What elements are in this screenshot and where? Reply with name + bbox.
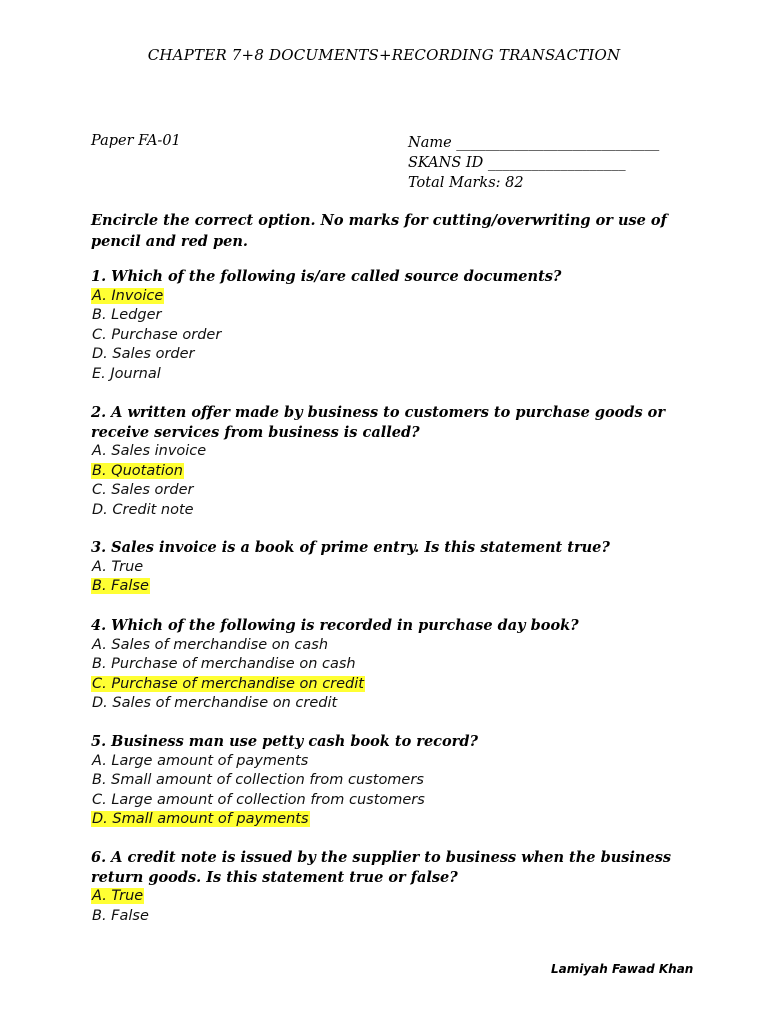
option-label: B. Quotation: [92, 462, 183, 479]
option-label: A. Sales of merchandise on cash: [92, 636, 329, 653]
option-label: A. Large amount of payments: [92, 752, 309, 769]
question-2: [91, 403, 701, 520]
option: [91, 306, 701, 326]
paper-code: Paper FA-01: [91, 133, 181, 149]
option: [91, 636, 701, 656]
option: [91, 442, 701, 462]
question-text: 1. Which of the following is/are called source documents?: [91, 268, 562, 285]
option: [91, 752, 701, 772]
question-text: 4. Which of the following is recorded in purchase day book?: [91, 617, 579, 634]
option: [91, 810, 701, 830]
question-text: 5. Business man use petty cash book to record?: [91, 733, 478, 750]
page-title: CHAPTER 7+8 DOCUMENTS+RECORDING TRANSACTION: [147, 46, 621, 64]
total-marks: Total Marks: 82: [408, 175, 524, 191]
option: [91, 887, 701, 907]
option-label: E. Journal: [92, 365, 161, 382]
option: [91, 501, 701, 521]
option: [91, 481, 701, 501]
option: [91, 365, 701, 385]
option-label: A. True: [92, 558, 144, 575]
option: [91, 462, 701, 482]
author-signature: Lamiyah Fawad Khan: [551, 962, 694, 976]
student-info: [408, 133, 659, 193]
skans-id-line: SKANS ID ___________________: [408, 155, 626, 171]
option-label: C. Large amount of collection from customers: [92, 791, 425, 808]
option-label: D. Sales of merchandise on credit: [92, 695, 338, 711]
question-text: 2. A written offer made by business to customers to purchase goods or receive services from business is called?: [91, 404, 665, 441]
option-label: D. Sales order: [92, 346, 195, 362]
option-label: B. Ledger: [92, 307, 162, 323]
question-4: [91, 616, 701, 714]
option-label: B. False: [92, 907, 149, 924]
option-label: B. Small amount of collection from customers: [92, 772, 424, 788]
question-1: [91, 267, 701, 384]
option: [91, 577, 701, 597]
option-label: A. Invoice: [92, 287, 164, 304]
question-text: 3. Sales invoice is a book of prime entry. Is this statement true?: [91, 539, 610, 556]
option: [91, 907, 701, 927]
option-label: C. Purchase of merchandise on credit: [92, 675, 364, 692]
option: [91, 326, 701, 346]
option-label: B. False: [92, 578, 149, 594]
option: [91, 655, 701, 675]
instructions: Encircle the correct option. No marks for cutting/overwriting or use of pencil and red pen.: [91, 212, 667, 250]
option-label: C. Sales order: [92, 482, 194, 498]
option: [91, 345, 701, 365]
option: [91, 791, 701, 811]
option: [91, 675, 701, 695]
name-line: Name ____________________________: [408, 135, 660, 151]
question-6: [91, 848, 701, 926]
question-3: [91, 538, 701, 597]
option-label: C. Purchase order: [92, 326, 222, 343]
option: [91, 771, 701, 791]
question-5: [91, 732, 701, 830]
option: [91, 558, 701, 578]
option-label: A. True: [92, 888, 144, 904]
option: [91, 287, 701, 307]
option-label: A. Sales invoice: [92, 443, 207, 459]
option-label: B. Purchase of merchandise on cash: [92, 656, 356, 672]
question-text: 6. A credit note is issued by the supplier to business when the business return goods. Is this statement true or false?: [91, 849, 672, 886]
option-label: D. Credit note: [92, 501, 194, 518]
option: [91, 694, 701, 714]
option-label: D. Small amount of payments: [92, 811, 309, 827]
